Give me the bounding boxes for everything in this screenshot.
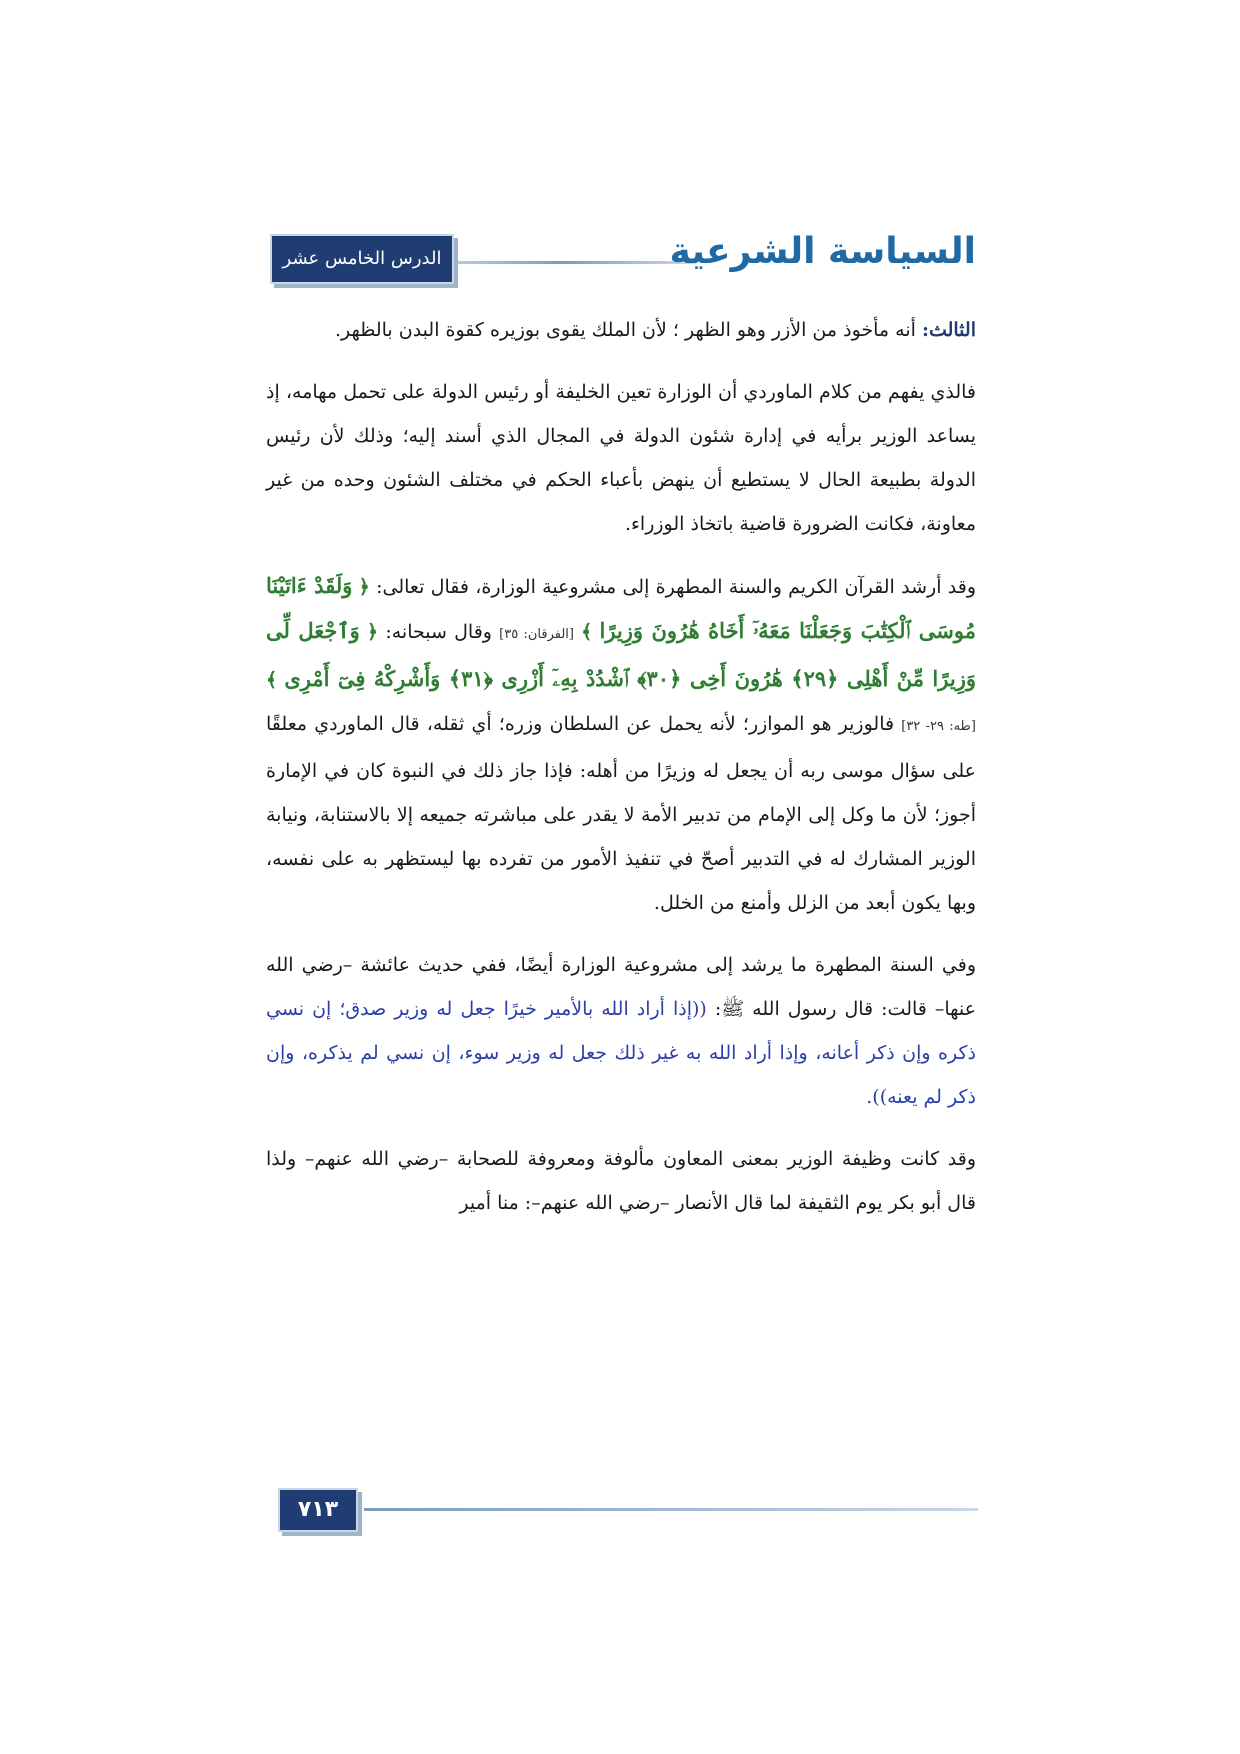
quran-verse-2: وَٱجْعَل لِّى وَزِيرًا مِّنْ أَهْلِى ﴿٢٩﴾ هَٰرُونَ أَخِى ﴿٣٠﴾ ٱشْدُدْ بِهِۦٓ أَزْرِى ﴿٣١﴾ وَأَشْرِكْهُ فِىٓ أَمْرِى (266, 618, 976, 691)
quran-verse-1: وَلَقَدْ ءَاتَيْنَا مُوسَى ٱلْكِتَٰبَ وَجَعَلْنَا مَعَهُۥٓ أَخَاهُ هَٰرُونَ وَزِيرًا (266, 573, 976, 643)
hadith-quote: ((إذا أراد الله بالأمير خيرًا جعل له وزير صدق؛ إن نسي ذكره وإن ذكر أعانه، وإذا أراد الله به غير ذلك جعل له وزير سوء، إن نسي لم يذكره، وإن ذكر لم يعنه)). (266, 998, 976, 1108)
paragraph-4-text: وفي السنة المطهرة ما يرشد إلى مشروعية الوزارة أيضًا، ففي حديث عائشة –رضي الله عنها– قالت: قال رسول الله ﷺ: (266, 954, 976, 1020)
page-number: ٧١٣ (278, 1488, 358, 1532)
ornate-bracket-open: ﴿ (358, 576, 370, 598)
ornate-bracket-close: ﴾ (581, 621, 593, 643)
page-header (270, 228, 976, 288)
ornate-bracket-close: ﴾ (266, 669, 278, 691)
paragraph-3-rest: فالوزير هو الموازر؛ لأنه يحمل عن السلطان وزره؛ أي ثقله، قال الماوردي معلقًا على سؤال موسى ربه أن يجعل له وزيرًا من أهله: فإذا جاز ذلك في النبوة كان في الإمارة أجوز؛ لأن ما وكل إلى الإمام من تدبير الأمة لا يقدر على مباشرته جميعه إلا بالاستنابة، ونيابة الوزير المشارك له في التدبير أصحّ في تنفيذ الأمور من تفرده بها ليستظهر به على نفسه، وبها يكون أبعد من الزلل وأمنع من الخلل. (266, 713, 976, 914)
page-footer (278, 1488, 978, 1530)
ornate-bracket-open: ﴿ (367, 621, 379, 643)
verse-reference-1: [الفرقان: ٣٥] (499, 627, 574, 642)
lesson-badge: الدرس الخامس عشر (270, 234, 454, 284)
paragraph-5: وقد كانت وظيفة الوزير بمعنى المعاون مألوفة ومعروفة للصحابة –رضي الله عنهم– ولذا قال أبو بكر يوم الثقيفة لما قال الأنصار –رضي الله عنهم–: منا أمير (266, 1148, 976, 1214)
verse-reference-2: [طه: ٢٩- ٣٢] (901, 719, 976, 734)
header-rule (430, 261, 696, 264)
paragraph-1 (266, 308, 976, 352)
page-body (266, 308, 976, 1243)
paragraph-3-intro: وقد أرشد القرآن الكريم والسنة المطهرة إلى مشروعية الوزارة، فقال تعالى: (376, 576, 976, 598)
paragraph-3 (266, 564, 976, 925)
paragraph-2: فالذي يفهم من كلام الماوردي أن الوزارة تعين الخليفة أو رئيس الدولة على تحمل مهامه، إذ يساعد الوزير برأيه في إدارة شئون الدولة في المجال الذي أسند إليه؛ وذلك لأن رئيس الدولة بطبيعة الحال لا يستطيع أن ينهض بأعباء الحكم في مختلف الشئون وحده من غير معاونة، فكانت الضرورة قاضية باتخاذ الوزراء. (266, 381, 976, 535)
section-label: الثالث: (921, 319, 976, 341)
paragraph-1-text: أنه مأخوذ من الأزر وهو الظهر ؛ لأن الملك يقوى بوزيره كقوة البدن بالظهر. (334, 319, 922, 341)
paragraph-3-mid: وقال سبحانه: (385, 621, 492, 643)
book-title: السياسة الشرعية (669, 231, 976, 272)
footer-rule (364, 1508, 978, 1511)
paragraph-4 (266, 943, 976, 1119)
